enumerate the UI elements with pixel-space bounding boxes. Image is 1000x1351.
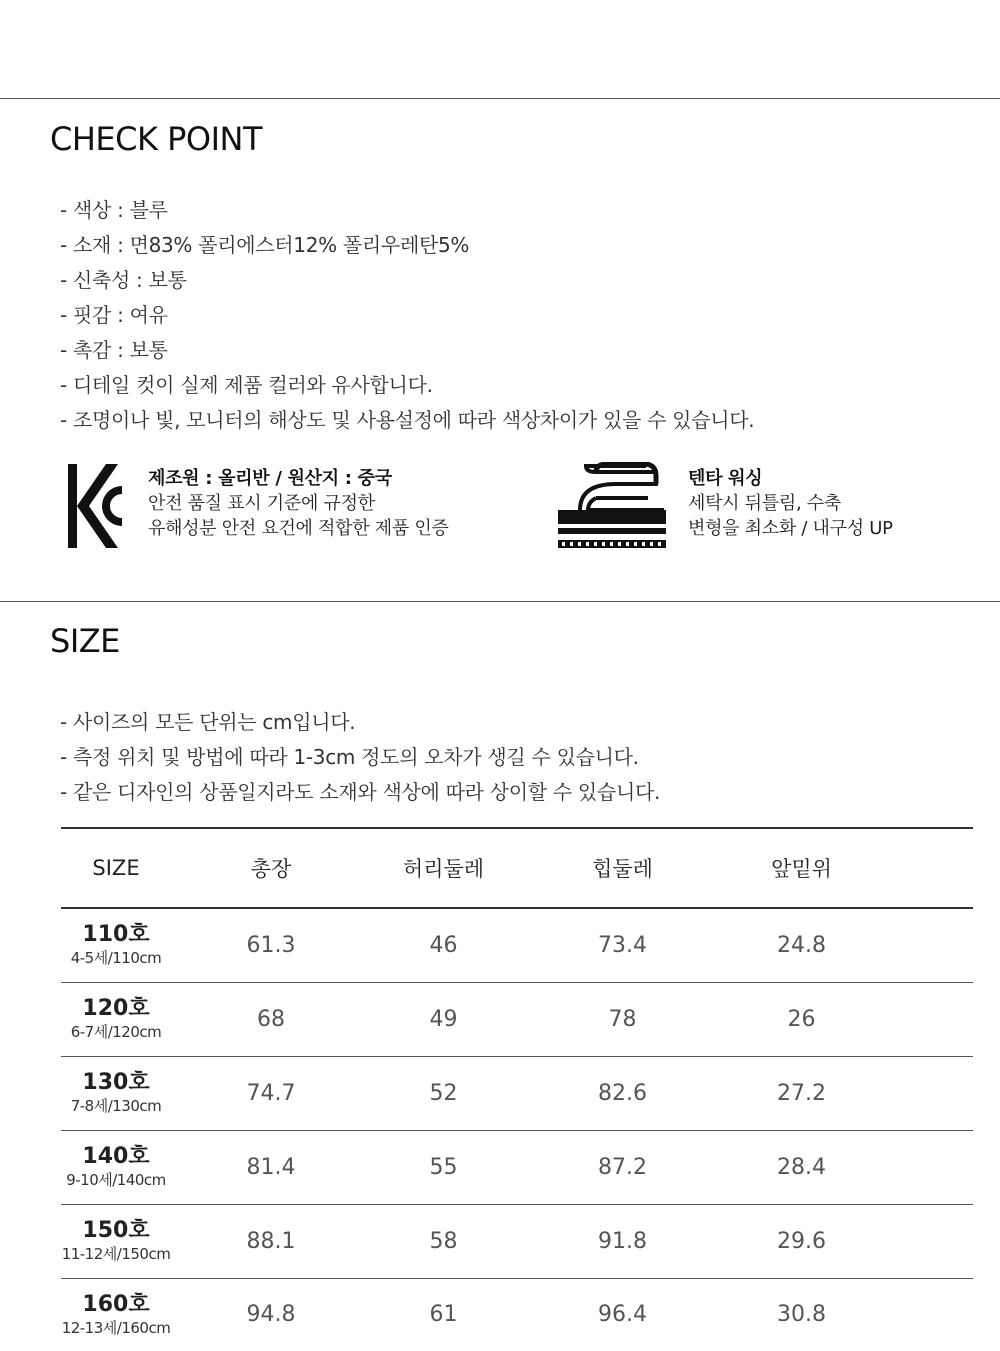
size-label: 120호: [82, 996, 150, 1021]
check-point-item: - 신축성 : 보통: [60, 268, 187, 292]
kc-certification-icon: [66, 462, 124, 550]
check-point-item: - 촉감 : 보통: [60, 338, 168, 362]
rise-value: 27.2: [729, 1056, 874, 1130]
rise-value: 26: [729, 982, 874, 1056]
kc-certification: [66, 462, 546, 552]
size-cell: [61, 1204, 171, 1278]
length-value: 88.1: [171, 1204, 371, 1278]
spacer-cell: [874, 1278, 973, 1351]
kc-description-line: 유해성분 안전 요건에 적합한 제품 인증: [148, 518, 449, 539]
rise-value: 30.8: [729, 1278, 874, 1351]
spacer-cell: [874, 1204, 973, 1278]
hip-value: 73.4: [516, 908, 729, 982]
tenta-title: 텐타 워싱: [688, 468, 763, 489]
waist-value: 61: [371, 1278, 516, 1351]
age-label: 7-8세/130cm: [70, 1097, 162, 1115]
tenta-description-line: 세탁시 뒤틀림, 수축: [688, 493, 841, 514]
check-point-item: - 색상 : 블루: [60, 198, 168, 222]
rise-value: 24.8: [729, 908, 874, 982]
length-value: 61.3: [171, 908, 371, 982]
check-point-item: - 소재 : 면83% 폴리에스터12% 폴리우레탄5%: [60, 233, 470, 257]
tenta-washing: [556, 462, 976, 552]
size-label: 130호: [82, 1070, 150, 1095]
check-point-list: [60, 193, 754, 438]
header-waist: 허리둘레: [371, 828, 516, 908]
hip-value: 91.8: [516, 1204, 729, 1278]
kc-description-line: 안전 품질 표시 기준에 규정한: [148, 493, 375, 514]
size-label: 140호: [82, 1144, 150, 1169]
iron-icon: [556, 462, 668, 552]
waist-value: 55: [371, 1130, 516, 1204]
size-label: 150호: [82, 1218, 150, 1243]
hip-value: 78: [516, 982, 729, 1056]
age-label: 11-12세/150cm: [61, 1245, 171, 1263]
size-notes: [60, 705, 660, 810]
length-value: 68: [171, 982, 371, 1056]
section-divider: [0, 601, 1000, 602]
header-rise: 앞밑위: [729, 828, 874, 908]
top-divider: [0, 98, 1000, 99]
waist-value: 52: [371, 1056, 516, 1130]
header-length: 총장: [171, 828, 371, 908]
length-value: 81.4: [171, 1130, 371, 1204]
rise-value: 28.4: [729, 1130, 874, 1204]
spacer-cell: [874, 1130, 973, 1204]
size-title: SIZE: [50, 622, 120, 660]
length-value: 74.7: [171, 1056, 371, 1130]
size-cell: [61, 1056, 171, 1130]
table-row: [61, 908, 973, 982]
spacer-cell: [874, 1056, 973, 1130]
hip-value: 87.2: [516, 1130, 729, 1204]
size-label: 160호: [82, 1291, 150, 1317]
table-header-row: [61, 828, 973, 908]
size-note: - 같은 디자인의 상품일지라도 소재와 색상에 따라 상이할 수 있습니다.: [60, 780, 661, 804]
table-row: [61, 1130, 973, 1204]
header-hip: 힙둘레: [516, 828, 729, 908]
age-label: 6-7세/120cm: [70, 1023, 162, 1041]
waist-value: 49: [371, 982, 516, 1056]
kc-manufacturer: 제조원 : 올리반 / 원산지 : 중국: [148, 468, 392, 489]
size-cell: [61, 982, 171, 1056]
age-label: 12-13세/160cm: [61, 1318, 171, 1337]
check-point-item: - 핏감 : 여유: [60, 303, 168, 327]
table-row: [61, 982, 973, 1056]
size-note: - 측정 위치 및 방법에 따라 1-3cm 정도의 오차가 생길 수 있습니다.: [60, 745, 639, 769]
size-table: [61, 827, 973, 1351]
waist-value: 46: [371, 908, 516, 982]
header-spacer: [874, 828, 973, 908]
table-row: [61, 1278, 973, 1351]
check-point-item: - 디테일 컷이 실제 제품 컬러와 유사합니다.: [60, 373, 433, 397]
size-cell: [61, 1130, 171, 1204]
spacer-cell: [874, 908, 973, 982]
table-row: [61, 1056, 973, 1130]
tenta-description-line: 변형을 최소화 / 내구성 UP: [688, 518, 893, 539]
rise-value: 29.6: [729, 1204, 874, 1278]
check-point-title: CHECK POINT: [50, 120, 263, 158]
waist-value: 58: [371, 1204, 516, 1278]
age-label: 9-10세/140cm: [66, 1171, 166, 1189]
age-label: 4-5세/110cm: [70, 949, 162, 968]
size-label: 110호: [82, 922, 150, 948]
size-cell: [61, 1278, 171, 1351]
hip-value: 96.4: [516, 1278, 729, 1351]
check-point-item: - 조명이나 빛, 모니터의 해상도 및 사용설정에 따라 색상차이가 있을 수 있습니다.: [60, 408, 755, 432]
table-row: [61, 1204, 973, 1278]
length-value: 94.8: [171, 1278, 371, 1351]
size-cell: [61, 908, 171, 982]
header-size: SIZE: [61, 828, 171, 908]
spacer-cell: [874, 982, 973, 1056]
size-note: - 사이즈의 모든 단위는 cm입니다.: [60, 710, 356, 734]
hip-value: 82.6: [516, 1056, 729, 1130]
